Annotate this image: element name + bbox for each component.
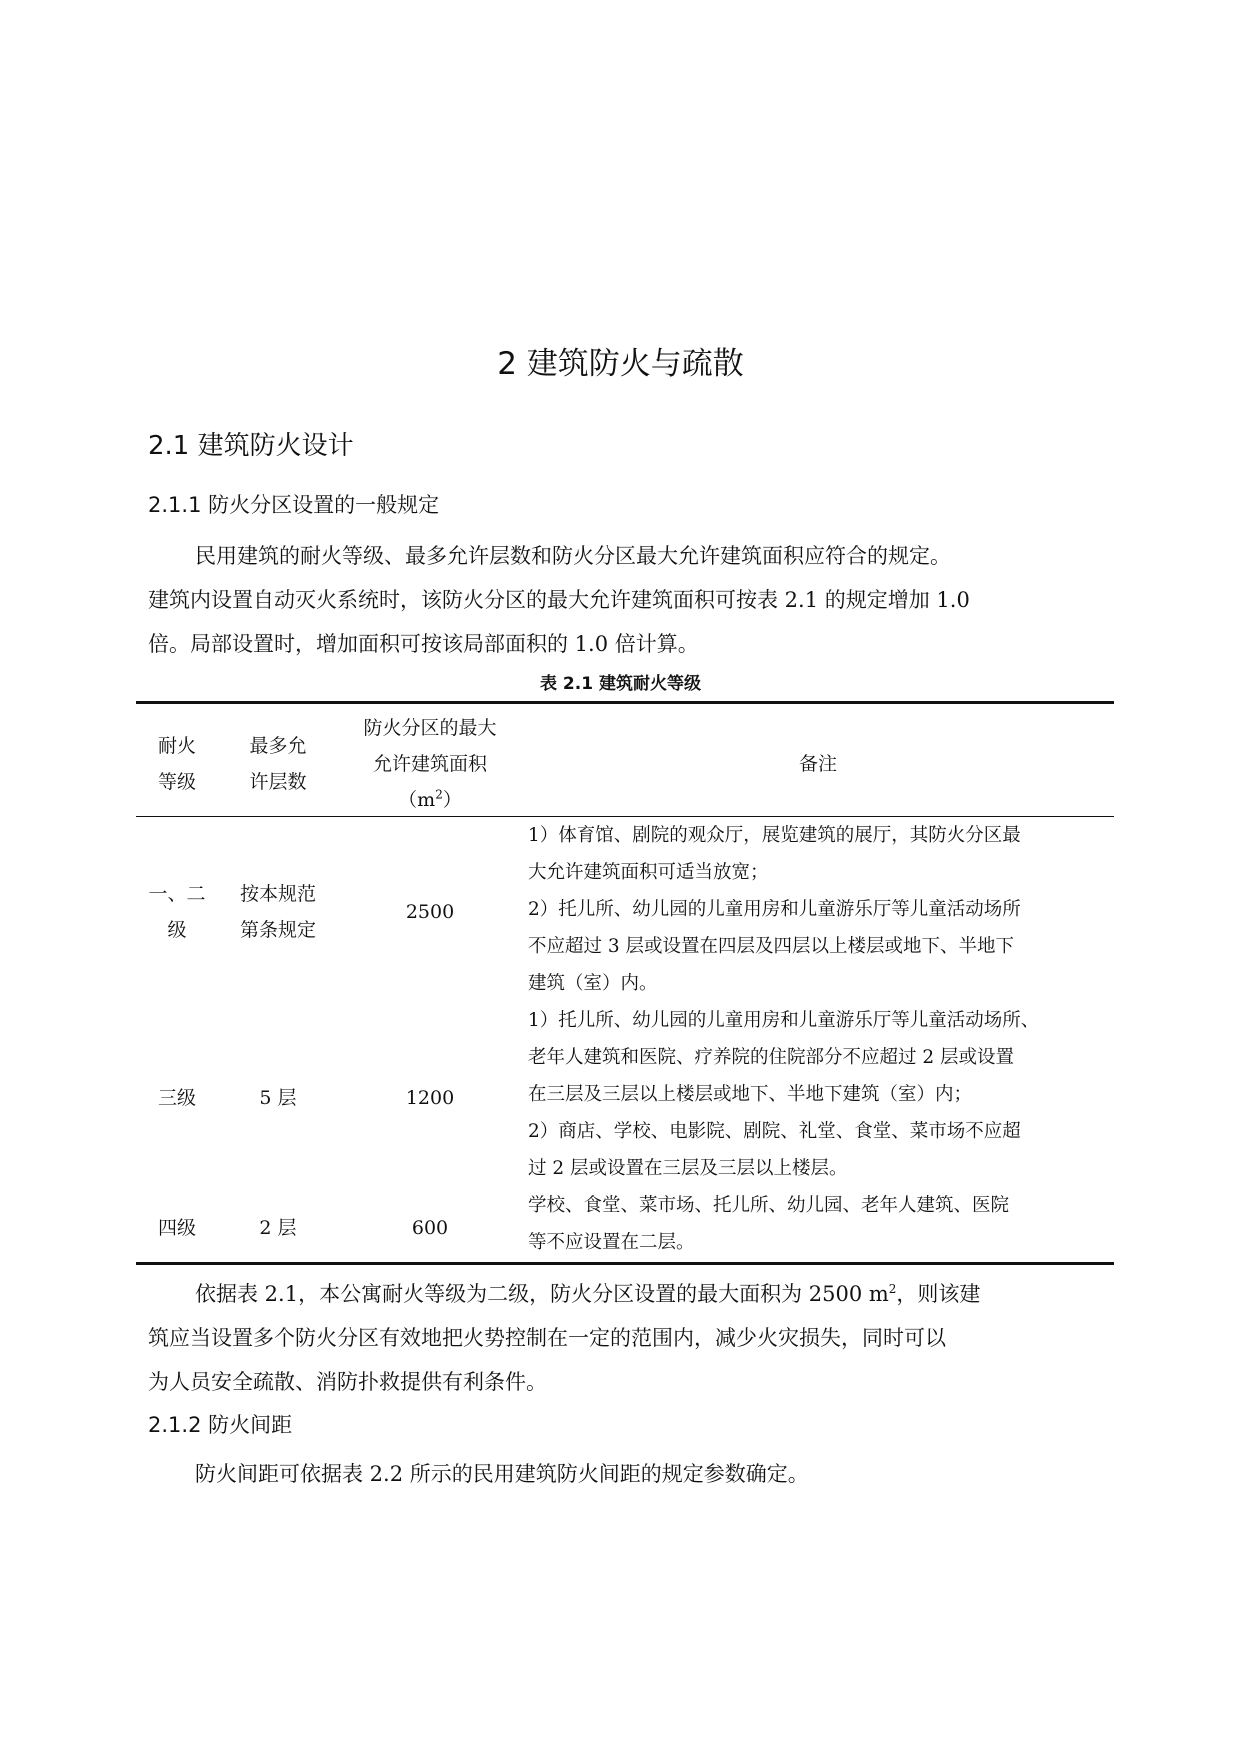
header-floors: 最多允 许层数 bbox=[249, 735, 307, 793]
cell-floors: 按本规范 第条规定 bbox=[239, 883, 316, 941]
cell-remark-line: 2）托儿所、幼儿园的儿童用房和儿童游乐厅等儿童活动场所 bbox=[528, 899, 1021, 920]
table-caption: 表 2.1 建筑耐火等级 bbox=[540, 674, 701, 694]
cell-remark-line: 2）商店、学校、电影院、剧院、礼堂、食堂、菜市场不应超 bbox=[528, 1121, 1021, 1142]
header-remarks: 备注 bbox=[798, 753, 837, 775]
chapter-title: 2 建筑防火与疏散 bbox=[497, 346, 744, 382]
cell-floors: 2 层 bbox=[259, 1217, 297, 1239]
cell-floors: 5 层 bbox=[259, 1087, 297, 1109]
cell-grade: 一、二 级 bbox=[148, 883, 206, 941]
section-2-1-1-heading: 2.1.1 防火分区设置的一般规定 bbox=[148, 493, 440, 517]
cell-remark-line: 1）托儿所、幼儿园的儿童用房和儿童游乐厅等儿童活动场所、 bbox=[528, 1010, 1040, 1031]
paragraph-line: 筑应当设置多个防火分区有效地把火势控制在一定的范围内，减少火灾损失，同时可以 bbox=[148, 1326, 946, 1350]
cell-remark-line: 学校、食堂、菜市场、托儿所、幼儿园、老年人建筑、医院 bbox=[528, 1195, 1010, 1216]
paragraph-line: 防火间距可依据表 2.2 所示的民用建筑防火间距的规定参数确定。 bbox=[195, 1462, 809, 1486]
paragraph-line: 民用建筑的耐火等级、最多允许层数和防火分区最大允许建筑面积应符合的规定。 bbox=[195, 544, 951, 568]
cell-remark-line: 建筑（室）内。 bbox=[528, 973, 658, 994]
table-header-rule bbox=[136, 816, 1114, 817]
cell-remark-line: 在三层及三层以上楼层或地下、半地下建筑（室）内； bbox=[528, 1084, 973, 1105]
section-2-1-2-heading: 2.1.2 防火间距 bbox=[148, 1413, 293, 1437]
paragraph-line: 建筑内设置自动灭火系统时，该防火分区的最大允许建筑面积可按表 2.1 的规定增加 1.0 bbox=[148, 588, 970, 612]
cell-remark-line: 过 2 层或设置在三层及三层以上楼层。 bbox=[528, 1158, 848, 1179]
paragraph-line: 为人员安全疏散、消防扑救提供有利条件。 bbox=[148, 1370, 547, 1394]
cell-grade: 四级 bbox=[157, 1217, 196, 1239]
cell-remark-line: 大允许建筑面积可适当放宽； bbox=[528, 862, 769, 883]
section-2-1-heading: 2.1 建筑防火设计 bbox=[148, 431, 354, 461]
header-area: 防火分区的最大 允许建筑面积 $(m^2)$ bbox=[363, 717, 497, 811]
header-grade: 耐火 等级 bbox=[157, 735, 196, 793]
cell-area: 1200 bbox=[405, 1087, 455, 1109]
cell-grade: 三级 bbox=[157, 1087, 196, 1109]
cell-remark-line: 等不应设置在二层。 bbox=[528, 1232, 695, 1253]
cell-area: 2500 bbox=[405, 901, 455, 923]
table-bottom-rule bbox=[136, 1262, 1114, 1265]
cell-remark-line: 1）体育馆、剧院的观众厅，展览建筑的展厅，其防火分区最 bbox=[528, 825, 1021, 846]
cell-remark-line: 老年人建筑和医院、疗养院的住院部分不应超过 2 层或设置 bbox=[528, 1047, 1015, 1068]
cell-area: 600 bbox=[411, 1217, 449, 1239]
paragraph-line: 依据表 2.1，本公寓耐火等级为二级，防火分区设置的最大面积为 2500 $m^2$，则该建 bbox=[195, 1282, 981, 1306]
table-top-rule bbox=[136, 701, 1114, 704]
paragraph-line: 倍。局部设置时，增加面积可按该局部面积的 1.0 倍计算。 bbox=[148, 632, 699, 656]
cell-remark-line: 不应超过 3 层或设置在四层及四层以上楼层或地下、半地下 bbox=[528, 936, 1015, 957]
